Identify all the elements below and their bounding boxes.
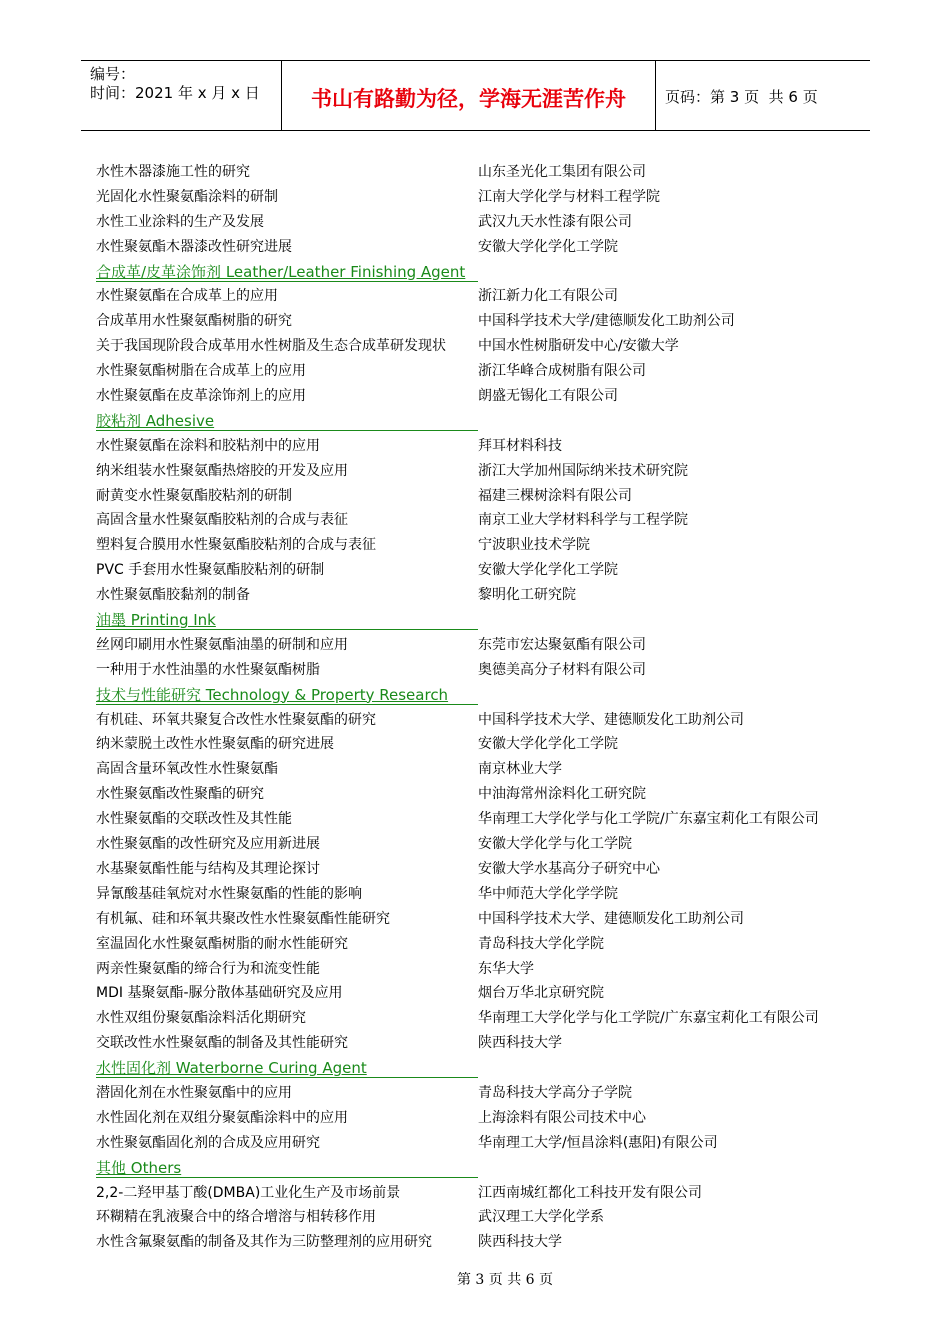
header-page-info: 页码：第 3 页 共 6 页: [665, 88, 818, 106]
paper-organization: 武汉九天水性漆有限公司: [478, 213, 632, 230]
section-heading: [96, 1056, 856, 1081]
paper-organization: 奥德美高分子材料有限公司: [478, 661, 646, 678]
paper-title: 交联改性水性聚氨酯的制备及其性能研究: [96, 1035, 348, 1052]
section-heading: [96, 409, 856, 434]
paper-organization: 安徽大学化学化工学院: [478, 238, 618, 255]
paper-row: [96, 1106, 856, 1131]
paper-organization: 福建三棵树涂料有限公司: [478, 487, 632, 504]
paper-row: [96, 633, 856, 658]
paper-row: [96, 459, 856, 484]
paper-title: 2,2-二羟甲基丁酸(DMBA)工业化生产及市场前景: [96, 1184, 401, 1201]
paper-organization: 浙江华峰合成树脂有限公司: [478, 363, 646, 380]
paper-organization: 浙江新力化工有限公司: [478, 288, 618, 305]
paper-row: [96, 832, 856, 857]
paper-title: 关于我国现阶段合成革用水性树脂及生态合成革研发现状: [96, 338, 446, 355]
paper-row: [96, 1131, 856, 1156]
section-underline: [96, 1177, 478, 1178]
paper-row: [96, 957, 856, 982]
paper-title: 有机硅、环氧共聚复合改性水性聚氨酯的研究: [96, 711, 376, 728]
paper-title: 一种用于水性油墨的水性聚氨酯树脂: [96, 661, 320, 678]
paper-row: [96, 708, 856, 733]
section-underline: [96, 704, 478, 705]
paper-organization: 上海涂料有限公司技术中心: [478, 1109, 646, 1126]
paper-row: [96, 235, 856, 260]
paper-title: 水性聚氨酯的改性研究及应用新进展: [96, 836, 320, 853]
paper-organization: 东华大学: [478, 960, 534, 977]
paper-title: 异氰酸基硅氧烷对水性聚氨酯的性能的影响: [96, 885, 362, 902]
paper-row: [96, 359, 856, 384]
section-underline: [96, 629, 478, 630]
paper-title: 水性聚氨酯在皮革涂饰剂上的应用: [96, 388, 306, 405]
paper-title: MDI 基聚氨酯-脲分散体基础研究及应用: [96, 985, 343, 1002]
paper-organization: 中国科学技术大学、建德顺发化工助剂公司: [478, 711, 744, 728]
paper-organization: 安徽大学化学化工学院: [478, 562, 618, 579]
paper-organization: 中油海常州涂料化工研究院: [478, 786, 646, 803]
paper-row: [96, 1031, 856, 1056]
paper-row: [96, 309, 856, 334]
document-date-label: 时间：2021 年 x 月 x 日: [90, 84, 260, 102]
paper-organization: 烟台万华北京研究院: [478, 985, 604, 1002]
paper-organization: 安徽大学化学化工学院: [478, 736, 618, 753]
paper-title: 纳米组装水性聚氨酯热熔胶的开发及应用: [96, 462, 348, 479]
section-title: 其他 Others: [96, 1158, 182, 1177]
header-motto-cell: [282, 61, 656, 130]
paper-row: [96, 658, 856, 683]
paper-title: 水性聚氨酯树脂在合成革上的应用: [96, 363, 306, 380]
paper-organization: 陕西科技大学: [478, 1035, 562, 1052]
paper-row: [96, 1205, 856, 1230]
paper-title: 纳米蒙脱土改性水性聚氨酯的研究进展: [96, 736, 334, 753]
paper-title: 水性聚氨酯固化剂的合成及应用研究: [96, 1134, 320, 1151]
paper-row: [96, 384, 856, 409]
paper-row: [96, 334, 856, 359]
paper-row: [96, 583, 856, 608]
header-motto: 书山有路勤为径，学海无涯苦作舟: [311, 86, 626, 111]
paper-title: 水性聚氨酯的交联改性及其性能: [96, 811, 292, 828]
page-header: [81, 60, 870, 131]
paper-organization: 江南大学化学与材料工程学院: [478, 188, 660, 205]
header-meta-cell: [81, 61, 282, 130]
section-underline: [96, 430, 478, 431]
paper-title: 水性固化剂在双组分聚氨酯涂料中的应用: [96, 1109, 348, 1126]
paper-row: [96, 907, 856, 932]
paper-title: 耐黄变水性聚氨酯胶粘剂的研制: [96, 487, 292, 504]
paper-row: [96, 932, 856, 957]
paper-row: [96, 508, 856, 533]
paper-title: 光固化水性聚氨酯涂料的研制: [96, 188, 278, 205]
paper-title: 水性双组份聚氨酯涂料活化期研究: [96, 1010, 306, 1027]
paper-title: 水性聚氨酯胶黏剂的制备: [96, 587, 250, 604]
paper-organization: 浙江大学加州国际纳米技术研究院: [478, 462, 688, 479]
paper-organization: 陕西科技大学: [478, 1234, 562, 1251]
paper-title: 水性聚氨酯在合成革上的应用: [96, 288, 278, 305]
paper-title: 塑料复合膜用水性聚氨酯胶粘剂的合成与表征: [96, 537, 376, 554]
paper-row: [96, 210, 856, 235]
paper-organization: 安徽大学化学与化工学院: [478, 836, 632, 853]
paper-title: 水性聚氨酯改性聚酯的研究: [96, 786, 264, 803]
paper-title: PVC 手套用水性聚氨酯胶粘剂的研制: [96, 562, 325, 579]
paper-organization: 华南理工大学/恒昌涂料(惠阳)有限公司: [478, 1134, 718, 1151]
section-title: 水性固化剂 Waterborne Curing Agent: [96, 1059, 367, 1078]
paper-row: [96, 782, 856, 807]
paper-organization: 山东圣光化工集团有限公司: [478, 164, 646, 180]
section-heading: [96, 683, 856, 708]
section-title: 胶粘剂 Adhesive: [96, 411, 215, 430]
paper-row: [96, 160, 856, 185]
paper-organization: 华南理工大学化学与化工学院/广东嘉宝莉化工有限公司: [478, 1010, 819, 1027]
paper-title: 室温固化水性聚氨酯树脂的耐水性能研究: [96, 935, 348, 952]
page-footer: 第 3 页 共 6 页: [456, 1272, 554, 1288]
paper-organization: 江西南城红都化工科技开发有限公司: [478, 1184, 702, 1201]
paper-title: 有机氟、硅和环氧共聚改性水性聚氨酯性能研究: [96, 910, 390, 927]
paper-title: 丝网印刷用水性聚氨酯油墨的研制和应用: [96, 636, 348, 653]
paper-row: [96, 1230, 856, 1255]
paper-title: 两亲性聚氨酯的缔合行为和流变性能: [96, 960, 320, 977]
paper-row: [96, 1181, 856, 1206]
paper-organization: 青岛科技大学高分子学院: [478, 1084, 632, 1101]
paper-row: [96, 558, 856, 583]
paper-row: [96, 732, 856, 757]
paper-row: [96, 185, 856, 210]
paper-organization: 中国科学技术大学、建德顺发化工助剂公司: [478, 910, 744, 927]
paper-title: 潜固化剂在水性聚氨酯中的应用: [96, 1084, 292, 1101]
paper-organization: 华南理工大学化学与化工学院/广东嘉宝莉化工有限公司: [478, 811, 819, 828]
paper-organization: 南京工业大学材料科学与工程学院: [478, 512, 688, 529]
paper-organization: 中国科学技术大学/建德顺发化工助剂公司: [478, 313, 735, 330]
paper-organization: 黎明化工研究院: [478, 587, 576, 604]
section-heading: [96, 1156, 856, 1181]
paper-row: [96, 284, 856, 309]
section-title: 合成革/皮革涂饰剂 Leather/Leather Finishing Agent: [96, 262, 466, 281]
paper-title: 合成革用水性聚氨酯树脂的研究: [96, 313, 292, 330]
paper-row: [96, 533, 856, 558]
paper-title: 高固含量环氧改性水性聚氨酯: [96, 761, 278, 778]
paper-organization: 南京林业大学: [478, 761, 562, 778]
header-page-cell: [656, 61, 870, 130]
paper-organization: 拜耳材料科技: [478, 437, 562, 454]
paper-organization: 宁波职业技术学院: [478, 537, 590, 554]
paper-list: [96, 160, 856, 1255]
paper-organization: 青岛科技大学化学院: [478, 935, 604, 952]
paper-row: [96, 484, 856, 509]
paper-title: 水基聚氨酯性能与结构及其理论探讨: [96, 860, 320, 877]
section-underline: [96, 1077, 478, 1078]
paper-organization: 东莞市宏达聚氨酯有限公司: [478, 636, 646, 653]
paper-title: 高固含量水性聚氨酯胶粘剂的合成与表征: [96, 512, 348, 529]
paper-row: [96, 1006, 856, 1031]
paper-title: 水性聚氨酯木器漆改性研究进展: [96, 238, 292, 255]
paper-title: 水性聚氨酯在涂料和胶粘剂中的应用: [96, 437, 320, 454]
paper-organization: 中国水性树脂研发中心/安徽大学: [478, 338, 679, 355]
paper-row: [96, 757, 856, 782]
section-underline: [96, 281, 478, 282]
paper-organization: 安徽大学水基高分子研究中心: [478, 860, 660, 877]
paper-organization: 朗盛无锡化工有限公司: [478, 388, 618, 405]
paper-row: [96, 981, 856, 1006]
paper-title: 水性工业涂料的生产及发展: [96, 213, 264, 230]
paper-row: [96, 807, 856, 832]
paper-row: [96, 857, 856, 882]
paper-title: 环糊精在乳液聚合中的络合增溶与相转移作用: [96, 1209, 376, 1226]
section-title: 技术与性能研究 Technology & Property Research: [96, 685, 449, 704]
paper-row: [96, 434, 856, 459]
paper-organization: 华中师范大学化学学院: [478, 885, 618, 902]
paper-organization: 武汉理工大学化学系: [478, 1209, 604, 1226]
section-heading: [96, 608, 856, 633]
paper-row: [96, 1081, 856, 1106]
document-number-label: 编号：: [90, 65, 136, 83]
paper-title: 水性木器漆施工性的研究: [96, 164, 250, 180]
paper-title: 水性含氟聚氨酯的制备及其作为三防整理剂的应用研究: [96, 1234, 432, 1251]
paper-row: [96, 882, 856, 907]
section-title: 油墨 Printing Ink: [96, 611, 216, 630]
section-heading: [96, 260, 856, 285]
